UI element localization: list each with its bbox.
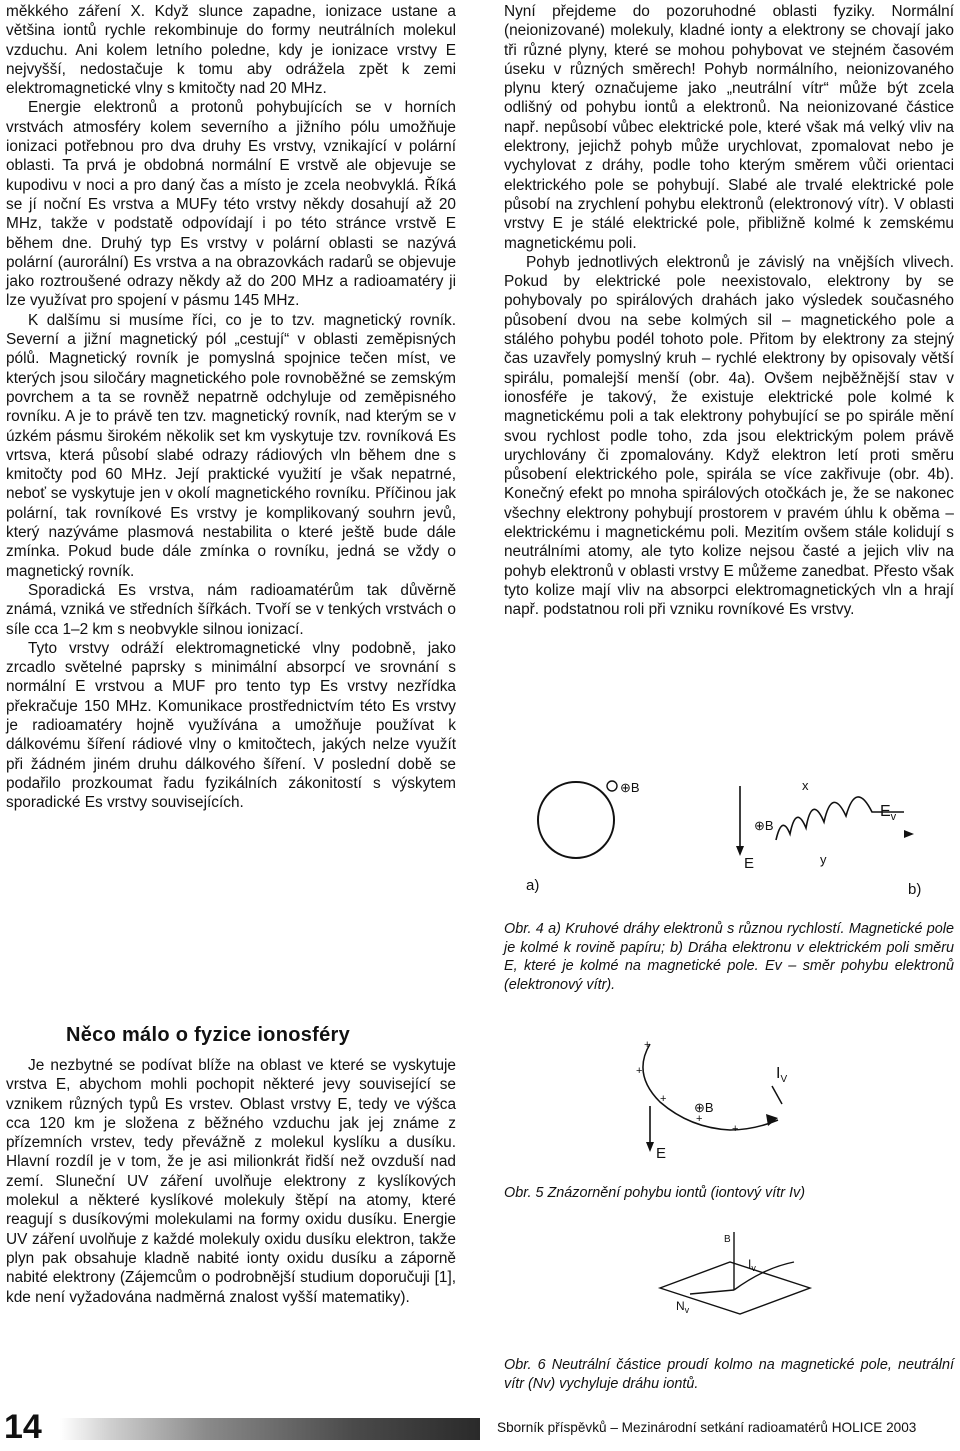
label-b: b) — [908, 881, 922, 898]
figure-4-diagram — [508, 772, 948, 902]
paragraph: K dalšímu si musíme říci, co je to tzv. magnetický rovník. Severní a jižní magnetický pól „cestují“ v oblasti zeměpisných pólů. Magnetický rovník je pomyslná spojnice tečen míst, ve kterých jsou siločáry magnetického pole rovnoběžné se zemským povrchem a ta se rovněž nepatrně odchyluje od zeměpisného rovníku. A je to právě ten tzv. magnetický rovník, nad kterým se v úzkém pásmu širokém několik set km vyskytuje tzv. rovníková Es vrtsva, která působí slabé odrazy rádiových vln během dne s kmitočty pod 60 MHz. Její praktické využití je však nepatrné, neboť se vyskytuje jen v okolí magnetického rovníku. Příčinou jak polární, tak rovníkové Es vrstvy je komplikovaný souhrn jevů, který nazýváme plasmová nestabilita o které ještě bude dále zmínka. Pokud bude dále zmínka o rovníku, jedná se vždy o magnetický rovník. — [6, 311, 456, 580]
label-ev: $E_v$ — [880, 803, 897, 823]
footer-gradient-bar — [60, 1418, 480, 1440]
plus-sign: + — [660, 1093, 667, 1105]
paragraph: Nyní přejdeme do pozoruhodné oblasti fyziky. Normální (neionizované) molekuly, kladné ionty a elektrony se chovají jako tři různé plyny, které se mohou pohybovat ve stejném časovém úseku v různých směrech! Pohyb normálního, neionizovaného plynu který označujeme jako „neutrální vítr“ může být zcela odlišný od pohybu iontů a elektronů. Na neionizované částice např. nepůsobí vůbec elektrické pole, které však má velký vliv na elektrony, jejichž pohyb může urychlovat, zpomalovat nebo je vychylovat z dráhy, podle toho kterým směrem vůči orientaci elektrického pole se pohybují. Slabé ale trvalé elektrické pole působí na zrychlení pohybu elektronů (elektronový vítr). V oblasti vrstvy E je stálé elektrické pole, přibližně kolmé k zemskému magnetickému poli. — [504, 3, 954, 252]
footer-text: Sborník příspěvků – Mezinárodní setkání radioamatérů HOLICE 2003 — [497, 1420, 917, 1435]
paragraph: Sporadická Es vrstva, nám radioamatérům tak důvěrně známá, vzniká ve středních šířkách. Tvoří se v tenkých vrstvách o síle cca 1–2 km s neobvykle silnou ionizací. — [6, 581, 456, 638]
label-a: a) — [526, 877, 540, 894]
label-e: E — [744, 855, 755, 872]
iv-arrow — [772, 1086, 782, 1104]
nv-arrow — [690, 1290, 734, 1294]
paragraph: Energie elektronů a protonů pohybujících se v horních vrstvách atmosféry kolem severního a jižního pólu umožňuje ionizaci potřebnou pro dva druhy Es vrstvy, vznikající v polární oblasti. Ta prvá je obdobná normální E vrstvě ale objevuje se kupodivu v noci a pro daný čas a místo je zcela neobvyklá. Říká se jí noční Es vrstva a MUFy této vrstvy někdy dosahují až 20 MHz, takže v podstatě odpovídají i po této stránce vrstvě E během dne. Druhý typ Es vrstvy v polární oblasti se nazývá polární (aurorální) Es vrstva a na obrazovkách radarů se objevuje jako roztroušené odrazy někdy až do 200 MHz a radioamatéry ji lze využívat pro spojení v pásmu 145 MHz. — [6, 99, 456, 310]
paragraph: měkkého záření X. Když slunce zapadne, ionizace ustane a většina iontů rychle rekombinuje do formy neutrálních molekul vzduchu. Ani kolem letního poledne, kdy je ionizace vrstvy E nejvyšší, nedostačuje k tomu aby odrážela zpět k zemi elektromagnetické vlny s kmitočty nad 20 MHz. — [6, 3, 456, 98]
plus-sign: + — [644, 1039, 651, 1051]
plus-sign: + — [732, 1123, 739, 1135]
left-column — [6, 2, 456, 812]
paragraph: Tyto vrstvy odráží elektromagnetické vlny podobně, jako zrcadlo světelné paprsky s minimální absorpcí ve srovnání s normální E vrstvou a MUF pro tento typ Es vrstvy nezřídka překračuje 150 MHz. Komunikace prostřednictvím této Es vrstvy je radioamatéry hojně využívána a umožňuje používat k dálkovému šíření rádiové vlny o kmitočtech, jakých nelze využít při žádném jiném druhu dálkového šíření. V poslední době se podařilo prozkoumat řadu fyzikálních zákonitostí s výskytem sporadické Es vrstvy souvisejících. — [6, 639, 456, 812]
arrow-head — [904, 830, 914, 838]
arrow-head — [646, 1142, 654, 1152]
arrow-head — [736, 846, 744, 856]
figure-5-diagram — [600, 1034, 820, 1164]
page-number: 14 — [4, 1408, 42, 1446]
figure-4-caption: Obr. 4 a) Kruhové dráhy elektronů s různou rychlostí. Magnetické pole je kolmé k rovině papíru; b) Dráha elektronu v elektrickém poli směru E, které je kolmé na magnetické pole. Ev – směr pohybu elektronů (elektronový vítr). — [504, 921, 954, 993]
ion-path — [643, 1044, 778, 1130]
plus-sign: + — [636, 1065, 643, 1077]
plus-sign: + — [696, 1113, 703, 1125]
right-column — [504, 2, 954, 620]
label-x: x — [802, 778, 809, 793]
paragraph: Je nezbytné se podívat blíže na oblast ve které se vyskytuje vrstva E, abychom mohli pochopit některé jevy související se vznikem různých typů Es vrstev. Oblast vrstvy E, tedy ve výšca cca 120 km je složena z běžného vzduchu jak jej známe z přízemních vrstev, tedy převážně z molekul kyslíku a dusíku. Hlavní rozdíl je v tom, že je asi milionkrát řidší než ovzduší nad zemí. Sluneční UV záření uvolňuje elektrony z kyslíkových molekul a některé kyslíkové molekuly štěpí na atomy, které reagují s dusíkovými molekulami na formy oxidu dusíku. Energie UV záření uvolňuje z každé molekuly oxidu dusíku elektron, takže plyn pak obsahuje kladně nabité ionty oxidu dusíku a záporně nabité elektrony (Zájemcům o podrobnější studium doporučuji [1], kde není vyžadována nadměrná znalost vyšší matematiky). — [6, 1057, 456, 1306]
figure-6-caption: Obr. 6 Neutrální částice proudí kolmo na magnetické pole, neutrální vítr (Nv) vychyluje dráhu iontů. — [504, 1357, 954, 1392]
label-e: E — [656, 1145, 667, 1162]
label-b-right: ⊕B — [754, 818, 774, 833]
figure-6-diagram — [630, 1228, 830, 1338]
label-nv: $N_v$ — [676, 1299, 690, 1315]
label-iv: $I_v$ — [748, 1257, 756, 1273]
label-b-left: ⊕B — [620, 780, 640, 795]
section-heading: Něco málo o fyzice ionosféry — [66, 1024, 351, 1046]
large-orbit — [538, 782, 614, 858]
label-iv: $I_V$ — [776, 1065, 788, 1085]
label-b: ⊕B — [694, 1100, 714, 1115]
label-y: y — [820, 852, 827, 867]
label-b: B — [724, 1234, 731, 1245]
small-orbit — [607, 781, 617, 791]
left-column-continued — [6, 1056, 456, 1307]
paragraph: Pohyb jednotlivých elektronů je závislý na vnějších vlivech. Pokud by elektrické pole neexistovalo, elektrony by se pohybovaly po spirálových drahách jako výsledek současného působení dvou na sebe kolmých sil – magnetického pole a stálého pohybu podél tohoto pole. Přitom by elektrony za stejný čas uzavřely pomyslný kruh – rychlé elektrony by opisovaly větší spirálu, pomalejší menší (obr. 4a). Ovšem nejběžnější stav v ionosféře je takový, že existuje elektrické pole kolmé k magnetickému poli a tak elektrony pohybující se po spirále mění svou rychlost podle toho, zda jsou elektrickým polem právě urychlovány či zpomalovány. Když elektron letí proti směru působení elektrického pole, spirála se více zakřivuje (obr. 4b). Konečný efekt po mnoha spirálových otočkách je, že se nakonec všechny elektrony pohybují prostorem v pravém úhlu k oběma – elektrickému i magnetickému poli. Mezitím ovšem stále kolidují s neutrálními atomy, ale tyto kolize nejsou časté a jejich vliv na pohyb elektronů v oblasti vrstvy E můžeme zanedbat. Přesto však tyto kolize mají vliv na absorpci elektromagnetických vln a hrají např. podstatnou roli při vzniku rovníkové Es vrstvy. — [504, 253, 954, 619]
figure-5-caption: Obr. 5 Znázornění pohybu iontů (iontový vítr Iv) — [504, 1185, 806, 1201]
